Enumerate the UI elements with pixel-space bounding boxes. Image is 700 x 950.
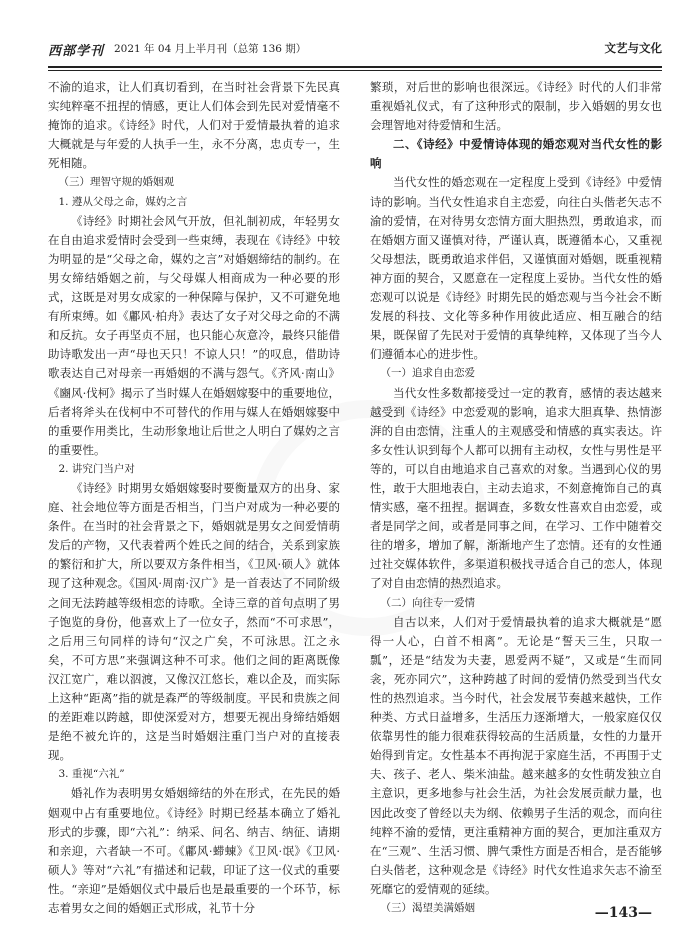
subsection-heading: （三）理智守规的婚姻观	[58, 176, 174, 189]
section-heading: 二、《诗经》中爱情诗体现的婚恋观对当代女性的影响	[370, 137, 662, 171]
subheading: 2. 讲究门当户对	[58, 462, 135, 475]
paragraph: 婚礼作为表明男女婚姻缔结的外在形式，在先民的婚姻观中占有重要地位。《诗经》时期已经基本确立了婚礼形式的步骤，即“六礼”：纳采、问名、纳吉、纳征、请期和亲迎，六者缺一不可。《鄘风·䗖蝀》《卫风·氓》《卫风·硕人》等对“六礼”有描述和记载，印证了这一仪式的重要性。“亲迎”是婚姻仪式中最后也是最重要的一个环节，标志着男女之间的婚姻正式形成，礼节十分	[48, 786, 340, 916]
paragraph: 当代女性的婚恋观在一定程度上受到《诗经》中爱情诗的影响。当代女性追求自主恋爱，向往白头偕老矢志不渝的爱情，在对待男女恋情方面大胆热烈，勇敢追求，而在婚姻方面又谨慎对待，严谨认真，既遵循本心，又重视父母想法，既勇敢追求伴侣，又谨慎面对婚姻，既重视精神方面的契合，又愿意在一定程度上妥协。当代女性的婚恋观可以说是《诗经》时期先民的婚恋观与当今社会不断发展的科技、文化等多种作用彼此适应、相互融合的结果，既保留了先民对于爱情的真挚纯粹，又体现了当今人们遵循本心的进步性。	[370, 175, 662, 362]
left-column	[48, 78, 340, 918]
subsection-heading: （三）渴望美满婚姻	[380, 902, 475, 915]
subheading: 3. 重视“六礼”	[58, 768, 125, 781]
paragraph: 繁琐，对后世的影响也很深远。《诗经》时代的人们非常重视婚礼仪式，有了这种形式的限制，步入婚姻的男女也会理智地对待爱情和生活。	[370, 80, 662, 133]
section-title: 文艺与文化	[604, 41, 662, 55]
journal-logo: 西部学刊	[48, 44, 105, 59]
paragraph: 当代女性多数都接受过一定的教育，感情的表达越来越受到《诗经》中恋爱观的影响，追求大胆真挚、热情澎湃的自由恋情，注重人的主观感受和情感的真实表达。许多女性认识到每个人都可以拥有主动权，女性与男性是平等的，可以自由地追求自己喜欢的对象。当遇到心仪的男性，敢于大胆地表白，主动去追求，不刻意掩饰自己的真情实感，毫不扭捏。据调查，多数女性喜欢自由恋爱，或者是同学之间，或者是同事之间，在学习、工作中随着交往的增多，增加了解，渐渐地产生了恋情。还有的女性通过社交媒体软件，多渠道积极找寻适合自己的恋人，体现了对自由恋情的热烈追求。	[370, 385, 662, 591]
subsection-heading: （一）追求自由恋爱	[380, 367, 475, 380]
header-rule-thin	[48, 70, 662, 71]
subheading: 1. 遵从父母之命，媒妁之言	[58, 195, 188, 208]
subsection-heading: （二）向往专一爱情	[380, 596, 475, 609]
page-number: —143—	[594, 905, 652, 921]
issue-info: 2021 年 04 月上半月刊（总第 136 期）	[114, 43, 307, 55]
right-column	[370, 78, 662, 918]
paragraph: 自古以来，人们对于爱情最执着的追求大概就是“愿得一人心，白首不相离”。无论是“誓天三生，只取一瓢”，还是“结发为夫妻，恩爱两不疑”，又或是“生而同衾，死亦同穴”，这种跨越了时间的爱情仍然受到当代女性的热烈追求。当今时代，社会发展节奏越来越快，工作种类、方式日益增多，生活压力逐渐增大，一般家庭仅仅依靠男性的能力很难获得较高的生活质量，女性的力量开始得到肯定。女性基本不再拘泥于家庭生活，不再围于丈夫、孩子、老人、柴米油盐。越来越多的女性萌发独立自主意识，更多地参与社会生活，为社会发展贡献力量，也因此改变了曾经以夫为纲、依赖男子生活的观念，而向往纯粹不渝的爱情，更注重精神方面的契合，更加注重双方在“三观”、生活习惯、脾气秉性方面是否相合，是否能够白头偕老，这种观念是《诗经》时代女性追求矢志不渝至死靡它的爱情观的延续。	[370, 614, 662, 896]
paragraph: 《诗经》时期男女婚姻嫁娶时要衡量双方的出身、家庭、社会地位等方面是否相当，门当户对成为一种必要的条件。在当时的社会背景之下，婚姻就是男女之间爱情萌发后的产物，又代表着两个姓氏之间的结合，关系到家族的繁衍和扩大，所以要双方条件相当，《卫风·硕人》就体现了这种观念。《国风·周南·汉广》是一首表达了不同阶级之间无法跨越等级相恋的诗歌。全诗三章的首句点明了男子饱览的身份，他喜欢上了一位女子，然而“不可求思”，之后用三句同样的诗句“汉之广矣，不可泳思。江之永矣，不可方思”来强调这种不可求。他们之间的距离既像汉江宽广，难以泅渡，又像汉江悠长，难以企及，而实际上这种“距离”指的就是森严的等级制度。平民和贵族之间的差距难以跨越，即使深爱对方，想要无视出身缔结婚姻是绝不被允许的，这是当时婚姻注重门当户对的直接表现。	[48, 480, 340, 763]
header-rule-thick	[48, 66, 662, 68]
page-header	[48, 34, 662, 64]
paragraph: 不渝的追求，让人们真切看到，在当时社会背景下先民真实纯粹毫不扭捏的情感，更让人们体会到先民对爱情毫不掩饰的追求。《诗经》时代，人们对于爱情最执着的追求大概就是与年爱的人执手一生，永不分离，忠贞专一，生死相随。	[48, 80, 340, 171]
paragraph: 《诗经》时期社会风气开放，但礼制初成，年轻男女在自由追求爱情时会受到一些束缚，表现在《诗经》中较为明显的是“父母之命，媒妁之言”对婚姻缔结的制约。在男女缔结婚姻之前，与父母媒人相商成为一种必要的形式，这既是对男女成家的一种保障与保护，又不可避免地有所束缚。如《鄘风·柏舟》表达了女子对父母之命的不满和反抗。女子再坚贞不屈，也只能心灰意冷，最终只能借助诗歌发出一声“母也天只！不谅人只！”的叹息，借助诗歌表达自己对母亲一再婚姻的不满与怨气。《齐风·南山》《豳风·伐柯》揭示了当时媒人在婚姻嫁娶中的重要地位，后者将斧头在伐柯中不可替代的作用与媒人在婚姻嫁娶中的重要作用类比，生动形象地让后世之人明白了媒妁之言的重要性。	[48, 213, 340, 457]
